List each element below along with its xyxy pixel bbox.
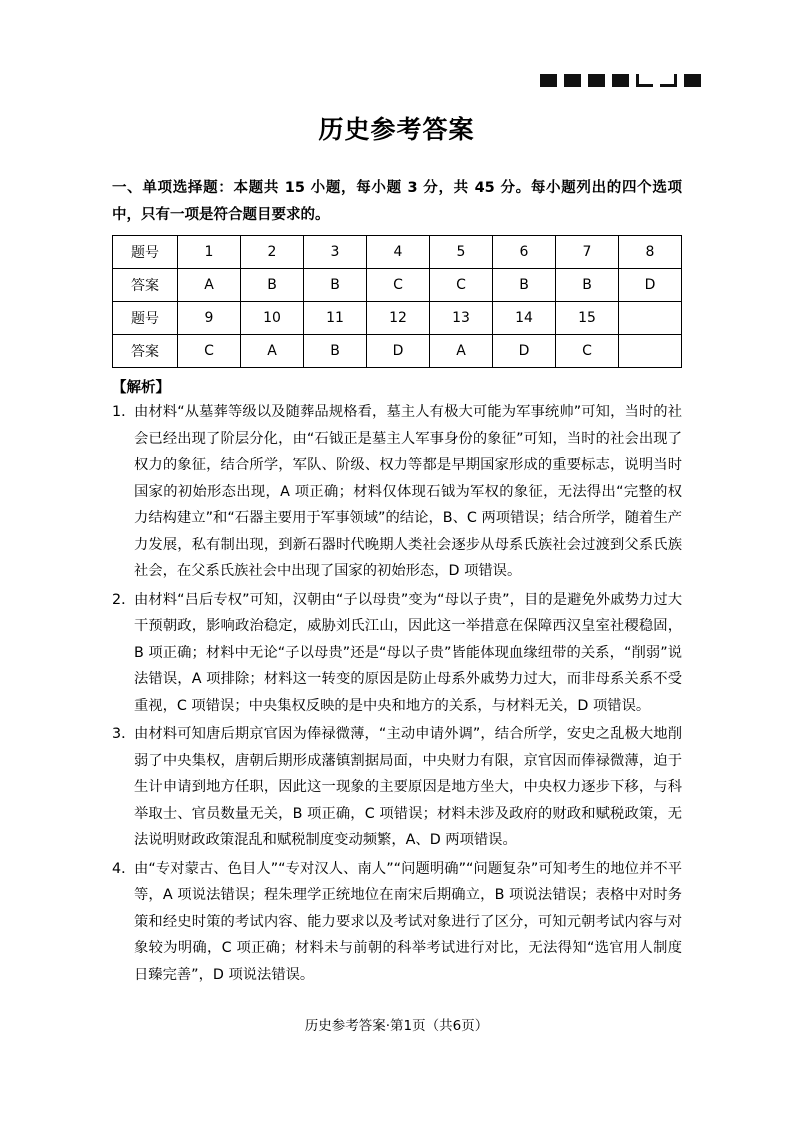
table-cell: 4 [367, 236, 430, 269]
list-item [112, 721, 682, 854]
table-cell: 7 [556, 236, 619, 269]
table-cell: B [304, 269, 367, 302]
table-cell: A [430, 335, 493, 368]
table-cell: A [178, 269, 241, 302]
table-cell [619, 302, 682, 335]
item-number: 1． [112, 404, 136, 420]
table-cell: 6 [493, 236, 556, 269]
mark-block-3 [588, 74, 605, 87]
list-item [112, 587, 682, 720]
page-title: 历史参考答案 [318, 115, 475, 144]
item-text: 由材料“从墓葬等级以及随葬品规格看，墓主人有极大可能为军事统帅”可知，当时的社会已经出现了阶层分化，由“石钺正是墓主人军事身份的象征”可知，当时的社会出现了权力的象征，结合所学，军队、阶级、权力等都是早期国家形成的重要标志，说明当时国家的初始形态出现，A 项正确；材料仅体现石钺为军权的象征，无法得出“完整的权力结构建立”和“石器主要用于军事领域”的结论，B、C 两项错误；结合所学，随着生产力发展，私有制出现，到新石器时代晚期人类社会逐步从母系氏族社会过渡到父系氏族社会，在父系氏族社会中出现了国家的初始形态，D 项错误。 [134, 404, 682, 579]
item-number: 3． [112, 726, 136, 742]
item-text: 由材料可知唐后期京官因为俸禄微薄，“主动申请外调”，结合所学，安史之乱极大地削弱了中央集权，唐朝后期形成藩镇割据局面，中央财力有限，京官因而俸禄微薄，迫于生计申请到地方任职，因此这一现象的主要原因是地方坐大，中央权力逐步下移，与科举取士、官员数量无关，B 项正确，C 项错误；材料未涉及政府的财政和赋税政策，无法说明财政政策混乱和赋税制度变动频繁，A、D 两项错误。 [134, 726, 682, 848]
table-row [113, 302, 682, 335]
mark-corner-right [660, 74, 677, 87]
table-row [113, 236, 682, 269]
table-row [113, 335, 682, 368]
page-footer: 历史参考答案·第1页（共6页） [304, 1018, 489, 1034]
table-cell: 10 [241, 302, 304, 335]
row-label: 答案 [113, 335, 178, 368]
table-cell: 9 [178, 302, 241, 335]
table-cell: 14 [493, 302, 556, 335]
table-cell: C [430, 269, 493, 302]
table-cell: D [367, 335, 430, 368]
table-cell: 5 [430, 236, 493, 269]
table-cell: 15 [556, 302, 619, 335]
table-cell: C [556, 335, 619, 368]
item-text: 由“专对蒙古、色目人”“专对汉人、南人”“问题明确”“问题复杂”可知考生的地位并不平等，A 项说法错误；程朱理学正统地位在南宋后期确立，B 项说法错误；表格中对时务策和经史时策的考试内容、能力要求以及考试对象进行了区分，可知元朝考试内容与对象较为明确，C 项正确；材料未与前朝的科举考试进行对比，无法得知“选官用人制度日臻完善”，D 项说法错误。 [134, 860, 682, 983]
table-cell: B [556, 269, 619, 302]
row-label: 答案 [113, 269, 178, 302]
table-cell: B [493, 269, 556, 302]
row-label: 题号 [113, 302, 178, 335]
mark-block-5 [684, 74, 701, 87]
table-cell: B [304, 335, 367, 368]
table-cell: 11 [304, 302, 367, 335]
list-item [112, 399, 682, 585]
item-text: 由材料“吕后专权”可知，汉朝由“子以母贵”变为“母以子贵”，目的是避免外戚势力过大干预朝政，影响政治稳定，威胁刘氏江山，因此这一举措意在保障西汉皇室社稷稳固，B 项正确；材料中无论“子以母贵”还是“母以子贵”皆能体现血缘纽带的关系，“削弱”说法错误，A 项排除；材料这一转变的原因是防止母系外戚势力过大，而非母系关系不受重视，C 项错误；中央集权反映的是中央和地方的关系，与材料无关，D 项错误。 [134, 591, 682, 714]
table-cell: D [493, 335, 556, 368]
table-cell: 1 [178, 236, 241, 269]
analysis-list [112, 399, 682, 988]
section-heading: 一、单项选择题：本题共 15 小题，每小题 3 分，共 45 分。每小题列出的四个选项中，只有一项是符合题目要求的。 [112, 180, 682, 223]
table-cell: C [367, 269, 430, 302]
mark-block-4 [612, 74, 629, 87]
mark-block-2 [564, 74, 581, 87]
table-cell: 2 [241, 236, 304, 269]
table-cell: 3 [304, 236, 367, 269]
row-label: 题号 [113, 236, 178, 269]
table-cell: A [241, 335, 304, 368]
answer-key-table [112, 235, 682, 368]
table-cell: 8 [619, 236, 682, 269]
table-cell [619, 335, 682, 368]
item-number: 2． [112, 591, 136, 608]
barcode-marks [540, 74, 701, 92]
mark-block-1 [540, 74, 557, 87]
table-cell: D [619, 269, 682, 302]
list-item [112, 856, 682, 989]
table-cell: B [241, 269, 304, 302]
table-row [113, 269, 682, 302]
table-cell: C [178, 335, 241, 368]
document-content [112, 175, 682, 990]
analysis-label: 【解析】 [112, 380, 170, 396]
table-cell: 13 [430, 302, 493, 335]
table-cell: 12 [367, 302, 430, 335]
item-number: 4． [112, 860, 136, 877]
mark-corner-left [636, 74, 653, 87]
